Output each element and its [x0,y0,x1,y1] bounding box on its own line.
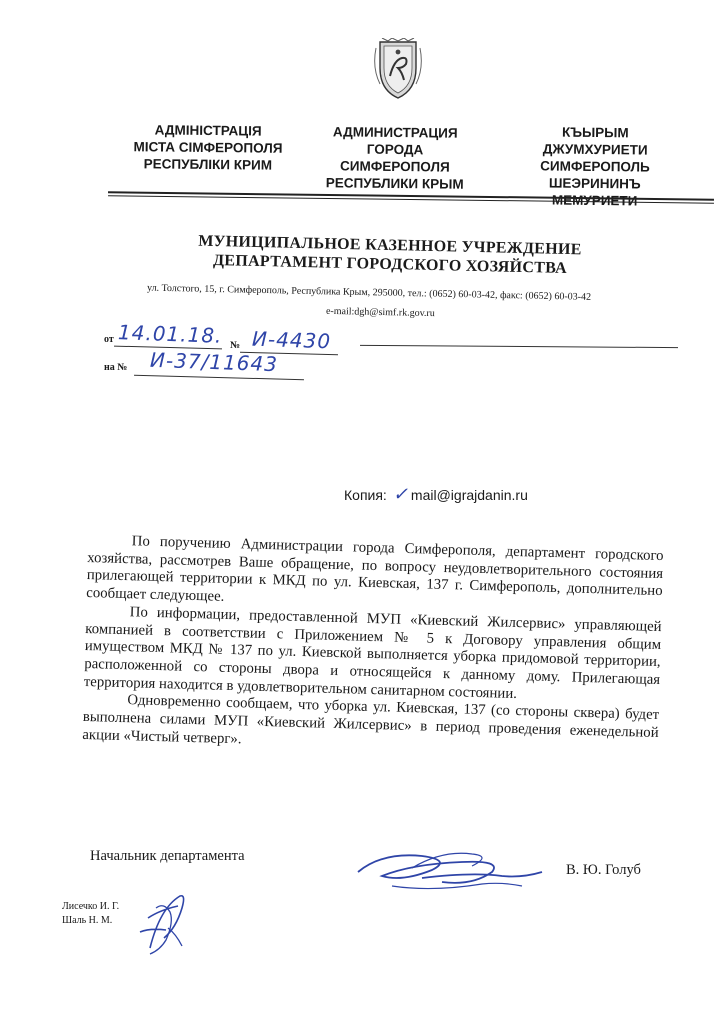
executor-line: Лисечко И. Г. [62,901,120,912]
reply-number-label: на № [104,362,128,373]
letter-body [82,532,664,760]
initials-icon [120,888,200,958]
handwritten-reply-number: И-37/11643 [149,347,279,377]
header-middle-line: АДМИНИСТРАЦИЯ [332,124,458,141]
header-middle-line: ГОРОДА [366,141,424,158]
header-right-line: ДЖУМХУРИЕТИ [542,141,648,158]
signature-icon [352,842,552,902]
organization-name-line1: МУНИЦИПАЛЬНОЕ КАЗЕННОЕ УЧРЕЖДЕНИЕ [198,232,582,259]
copy-label: Копия: [344,487,387,503]
copy-line [344,484,528,505]
header-ukrainian [108,121,309,174]
signatory-name: В. Ю. Голуб [566,862,641,878]
signatory-role: Начальник департамента [90,848,245,864]
organization-address: ул. Толстого, 15, г. Симферополь, Республика Крым, 295000, тел.: (0652) 60-03-42, факс: (0652) 60-03-42 [146,282,592,303]
date-label: от [104,334,114,345]
check-mark-icon: ✓ [392,484,408,504]
header-right-line: МЕМУРИЕТИ [551,192,638,209]
number-label: № [230,340,241,351]
copy-email: mail@igrajdanin.ru [410,487,528,503]
header-left-line: АДМІНІСТРАЦІЯ [154,122,262,139]
header-left-line: РЕСПУБЛІКИ КРИМ [143,156,273,173]
header-right-line: КЪЫРЫМ [561,124,629,141]
organization-email: e-mail:dgh@simf.rk.gov.ru [325,305,435,320]
handwritten-number: И-4430 [251,326,332,354]
registration-line [360,345,678,348]
organization-name-line2: ДЕПАРТАМЕНТ ГОРОДСКОГО ХОЗЯЙСТВА [212,251,568,278]
header-right-line: ШЕЭРИНИНЪ [548,175,641,192]
coat-of-arms-icon [372,38,424,102]
body-paragraph: По информации, предоставленной МУП «Киевский Жилсервис» управляющей компанией в соответствии с Приложением № 5 к Договору управления общим имуществом МКД № 137 по ул. Киевской выполняется уборка придомовой территории, расположенной со стороны двора и относящейся к данному дому. Прилегающая территория находится в удовлетворительном санитарном состоянии. [83,604,662,702]
header-right-line: СИМФЕРОПОЛЬ [540,158,650,175]
header-left-line: МІСТА СІМФЕРОПОЛЯ [133,139,283,156]
header-middle-line: РЕСПУБЛИКИ КРЫМ [325,175,464,192]
handwritten-date: 14.01.18. [117,320,223,348]
header-middle-line: СИМФЕРОПОЛЯ [340,158,450,175]
executor-line: Шаль Н. М. [62,915,113,926]
body-paragraph: По поручению Администрации города Симферополя, департамент городского хозяйства, рассмотрев Ваше обращение, по вопросу неудовлетворительного состояния прилегающей территории к МКД по ул. Киевская, 137 г. Симферополь, дополнительно сообщает следующее. [86,533,664,605]
reply-number-underline [134,375,304,380]
body-paragraph: Одновременно сообщаем, что уборка ул. Киевская, 137 (со стороны сквера) будет выполнена силами МУП «Киевский Жилсервис» в период проведения еженедельной акции «Чистый четверг». [82,692,660,748]
header-russian [300,123,491,193]
